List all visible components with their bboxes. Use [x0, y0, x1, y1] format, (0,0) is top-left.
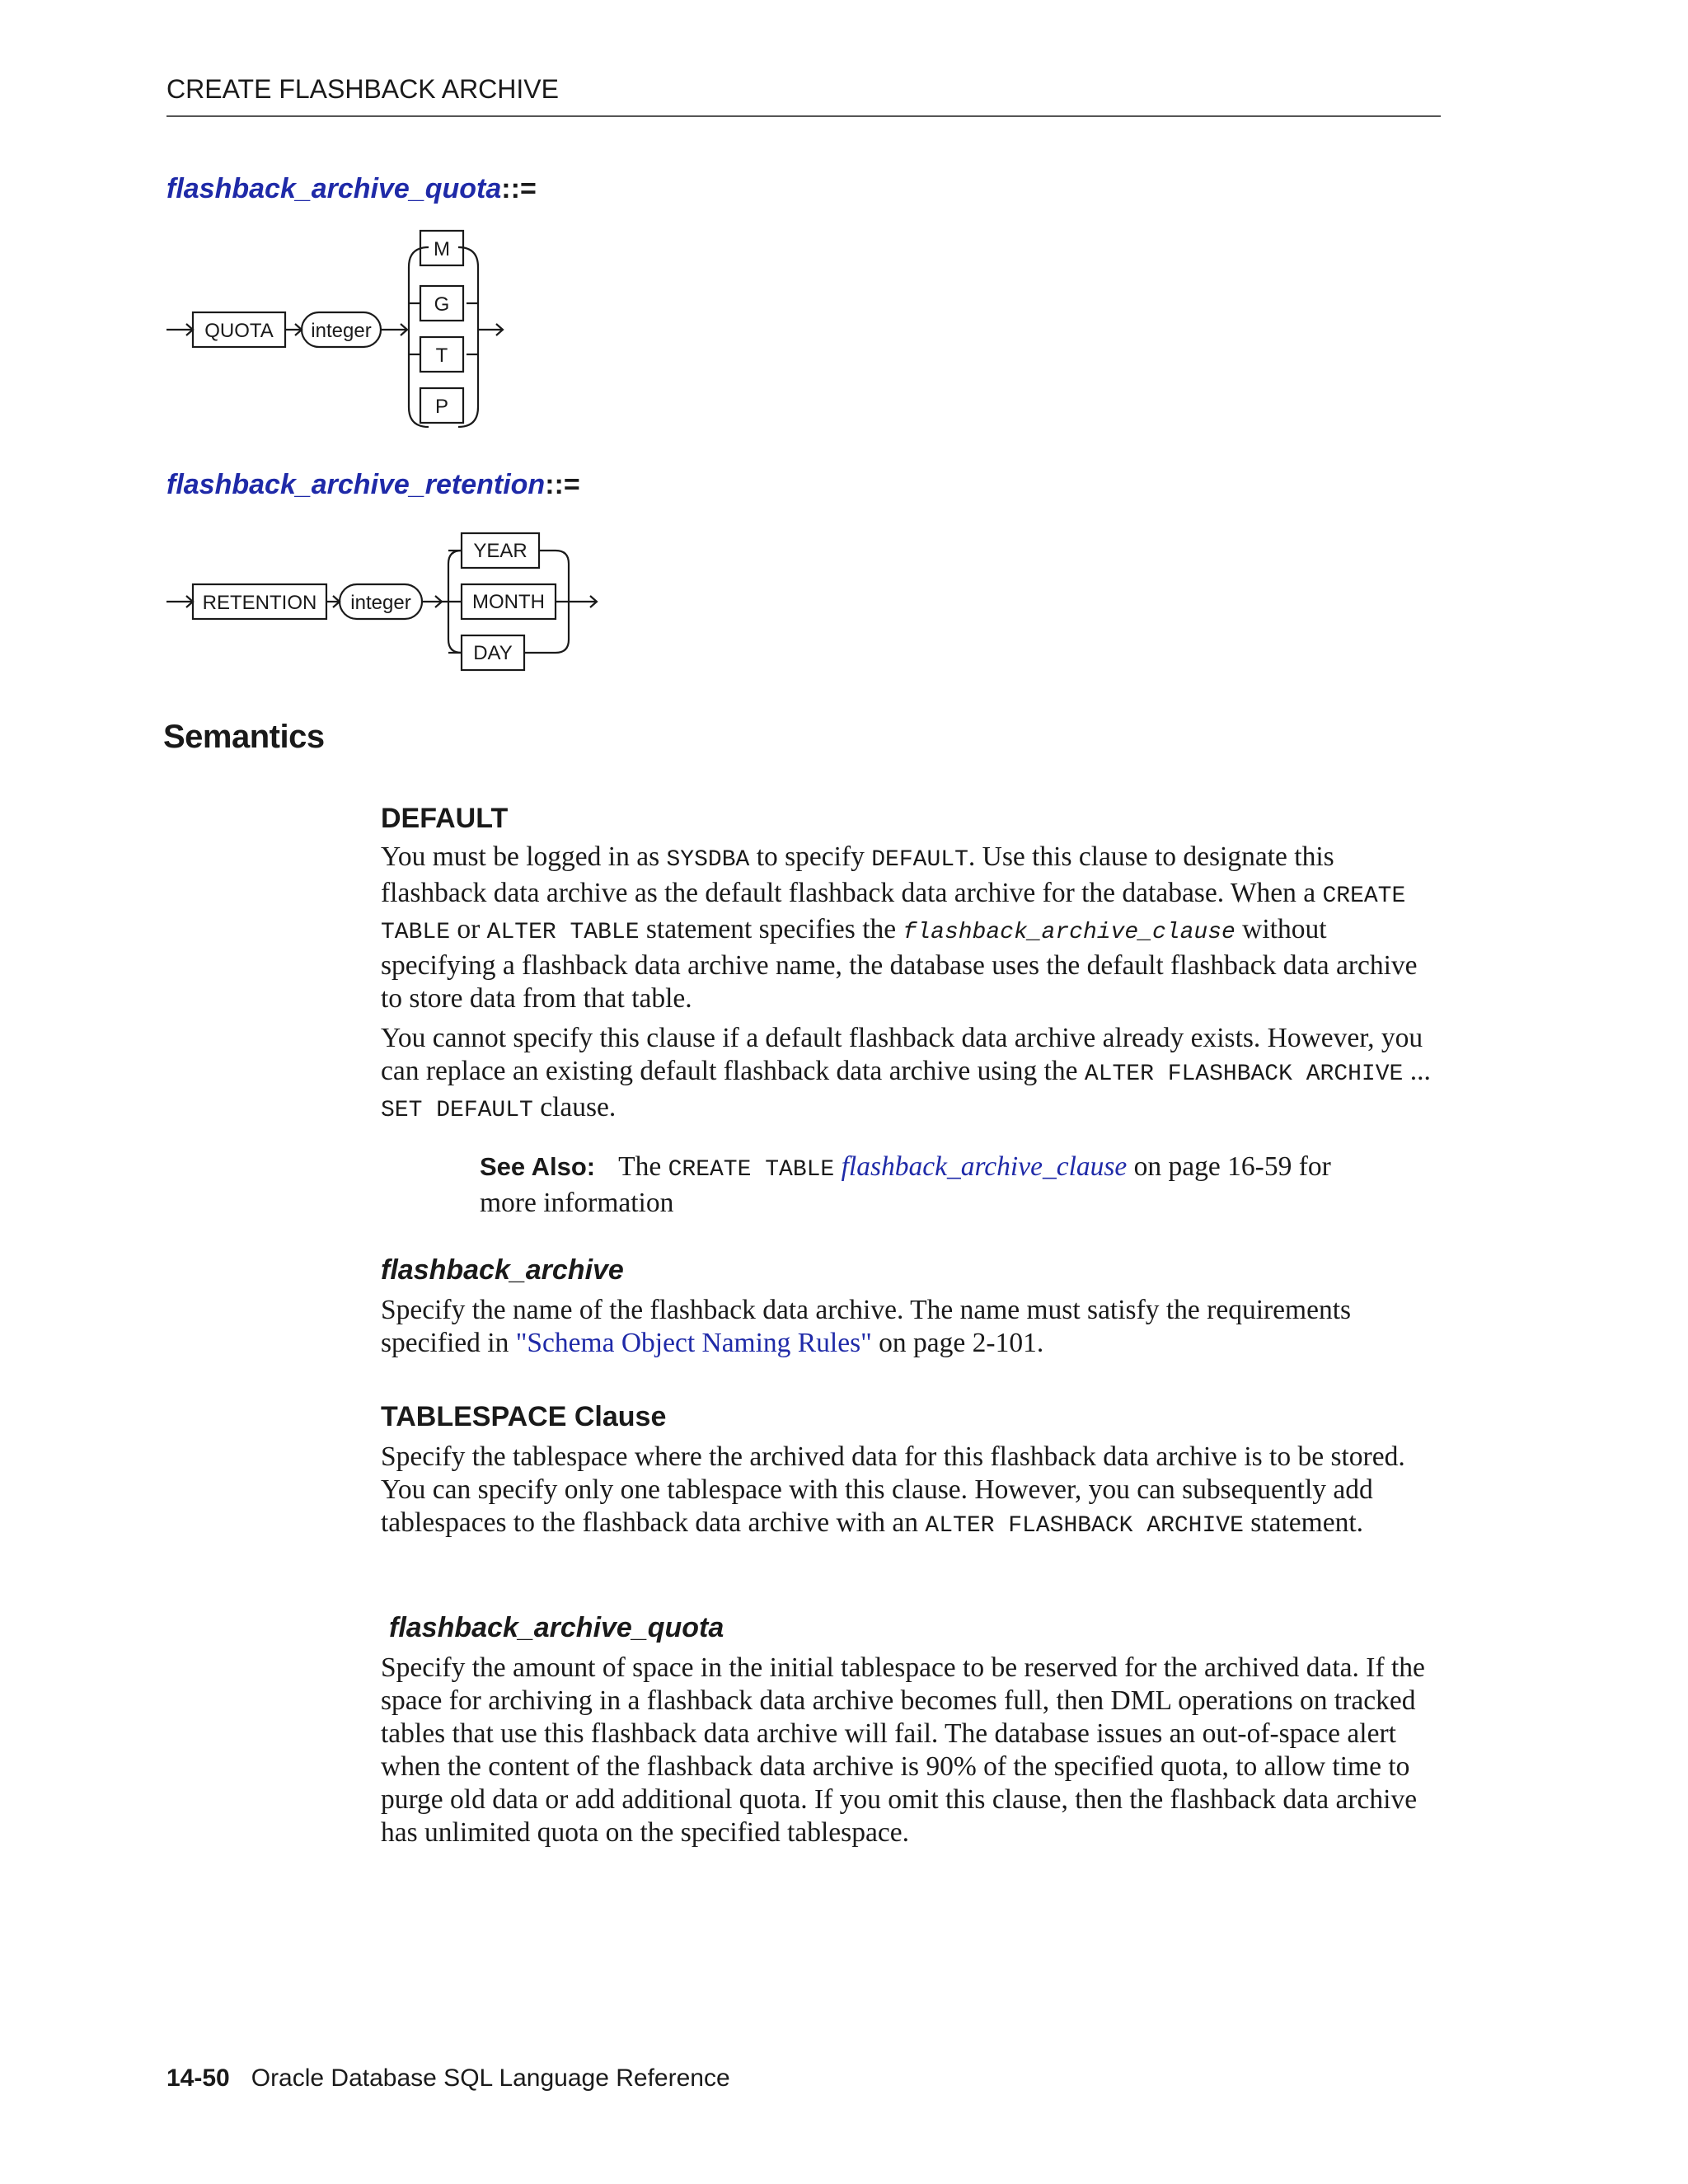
text-run: statement. — [1243, 1507, 1364, 1538]
code-run: CREATE TABLE — [381, 883, 1406, 945]
code-run: ALTER FLASHBACK ARCHIVE — [1084, 1062, 1404, 1087]
retention-production-title — [166, 469, 580, 501]
retention-keyword: RETENTION — [202, 592, 317, 614]
code-run: flashback_archive_clause — [903, 920, 1236, 945]
see-also-label: See Also: — [480, 1152, 596, 1181]
production-operator: ::= — [501, 173, 537, 204]
header-rule — [166, 115, 1441, 117]
book-title: Oracle Database SQL Language Reference — [251, 2064, 730, 2092]
production-operator: ::= — [545, 469, 580, 500]
tablespace-clause-heading: TABLESPACE Clause — [381, 1401, 667, 1432]
text-run: You cannot specify this clause if a default flashback data archive already exists. However, you can replace an existing default flashback data archive using the — [381, 1023, 1423, 1086]
text-run: or — [450, 914, 487, 944]
semantics-heading: Semantics — [163, 719, 325, 755]
default-paragraph-2 — [381, 1022, 1444, 1127]
unit-year-label: YEAR — [473, 540, 528, 562]
retention-param: integer — [350, 592, 411, 614]
code-run: DEFAULT — [871, 847, 968, 873]
flashback-archive-paragraph — [381, 1294, 1444, 1360]
text-run: You must be logged in as — [381, 841, 667, 872]
text-run: . Use this clause to designate this flashback data archive as the default flashback data archive for the database. When a — [381, 841, 1334, 908]
unit-day-label: DAY — [473, 642, 513, 664]
text-run: ... — [1403, 1056, 1431, 1086]
tablespace-clause-paragraph — [381, 1441, 1444, 1543]
quota-param: integer — [311, 320, 372, 342]
code-run: ALTER TABLE — [486, 920, 640, 945]
page-number: 14-50 — [166, 2064, 230, 2092]
default-heading: DEFAULT — [381, 803, 509, 834]
code-run: CREATE TABLE — [668, 1157, 835, 1183]
unit-p-label: P — [434, 396, 449, 418]
unit-m-label: M — [434, 238, 450, 260]
text-run: without specifying a flashback data archive name, the database uses the default flashback data archive to store data from that table. — [381, 914, 1418, 1014]
see-also-link[interactable]: flashback_archive_clause — [841, 1151, 1128, 1182]
default-paragraph-1 — [381, 841, 1444, 1015]
quota-syntax-diagram — [0, 223, 626, 437]
unit-g-label: G — [434, 293, 450, 316]
text-run: clause. — [532, 1092, 617, 1122]
text-run: Specify the tablespace where the archived data for this flashback data archive is to be stored. You can specify only one tablespace with this clause. However, you can subsequently add tablespaces to the flashback data archive with an — [381, 1441, 1405, 1538]
running-header: CREATE FLASHBACK ARCHIVE — [166, 74, 559, 104]
quota-keyword: QUOTA — [204, 320, 274, 342]
code-run: SET DEFAULT — [381, 1098, 533, 1123]
text-run: statement specifies the — [639, 914, 903, 944]
text-run: The — [618, 1151, 668, 1182]
code-run: SYSDBA — [666, 847, 750, 873]
flashback-archive-quota-paragraph: Specify the amount of space in the initial tablespace to be reserved for the archived data. If the space for archiving in a flashback data archive becomes full, then DML operations on tracked tables that use this flashback data archive will fail. The database issues an out-of-space alert when the content of the flashback data archive is 90% of the specified quota, to allow time to purge old data or add additional quota. If you omit this clause, then the flashback data archive has unlimited quota on the specified tablespace. — [381, 1652, 1425, 1848]
unit-month-label: MONTH — [472, 591, 545, 613]
see-also-note — [480, 1151, 1386, 1220]
text-run: on page 16-59 for more information — [480, 1151, 1331, 1218]
quota-production-name: flashback_archive_quota — [166, 173, 502, 204]
flashback-archive-quota-heading: flashback_archive_quota — [389, 1612, 724, 1643]
text-run: on page 2-101. — [871, 1328, 1044, 1358]
text-run: to specify — [749, 841, 872, 872]
retention-syntax-diagram — [0, 519, 659, 684]
retention-production-name: flashback_archive_retention — [166, 469, 546, 500]
page-footer — [166, 2064, 730, 2093]
text-run: Specify the name of the flashback data archive. The name must satisfy the requirements specified in — [381, 1295, 1352, 1358]
schema-naming-rules-link[interactable]: "Schema Object Naming Rules" — [515, 1328, 872, 1358]
code-run: ALTER FLASHBACK ARCHIVE — [925, 1513, 1244, 1539]
flashback-archive-heading: flashback_archive — [381, 1254, 624, 1286]
quota-production-title — [166, 173, 537, 205]
unit-t-label: T — [435, 344, 448, 367]
